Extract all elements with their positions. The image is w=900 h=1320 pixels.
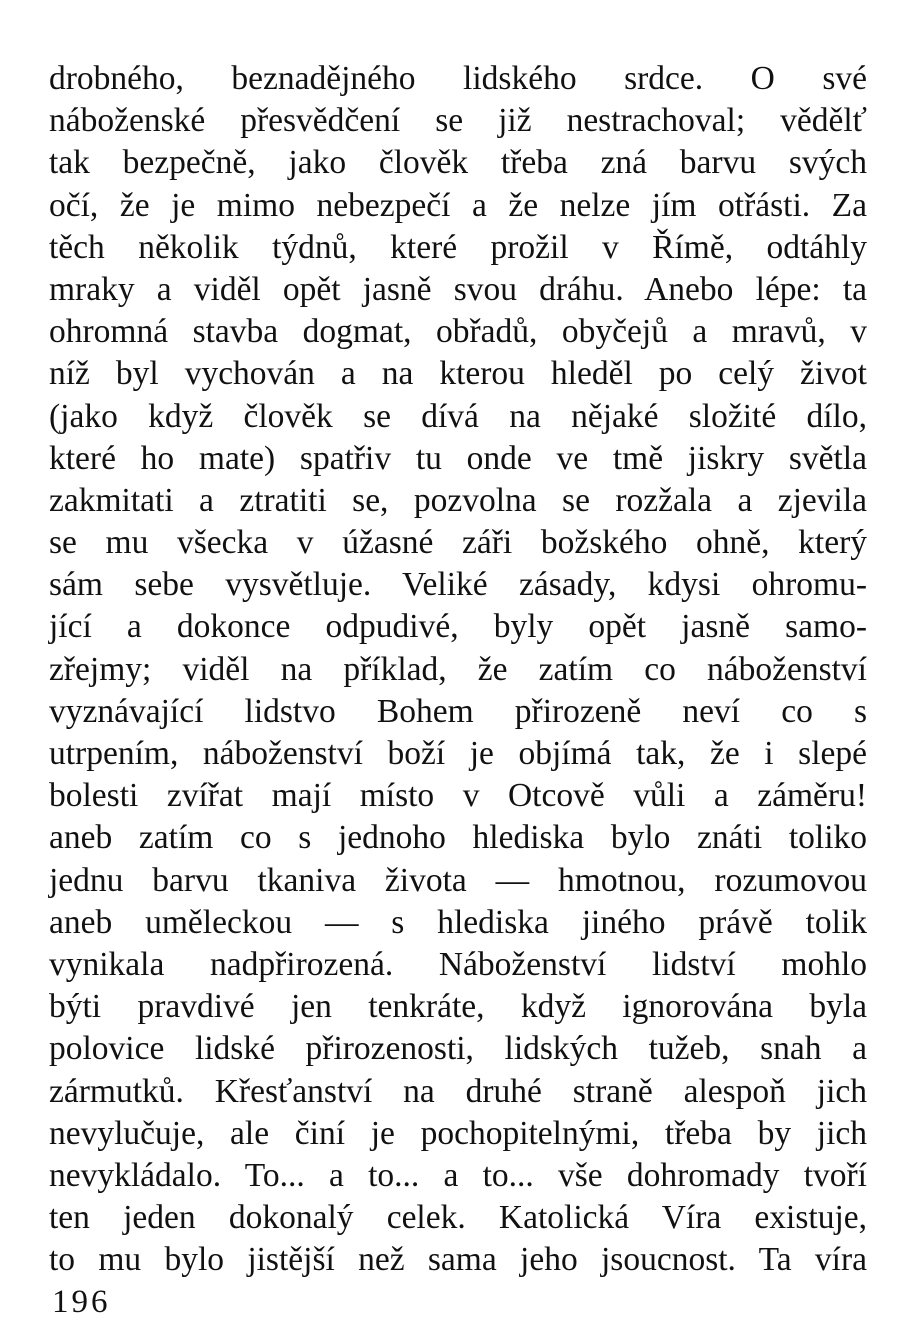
text-line: jednu barvu tkaniva života — hmotnou, rozumovou: [49, 861, 867, 899]
text-line: (jako když člověk se dívá na nějaké složité dílo,: [49, 397, 867, 435]
text-line: utrpením, náboženství boží je objímá tak, že i slepé: [49, 735, 867, 772]
body-text: [49, 58, 867, 1281]
text-line: drobného, beznadějného lidského srdce. O své: [49, 60, 867, 97]
text-line: zármutků. Křesťanství na druhé straně alespoň jich: [49, 1072, 867, 1110]
page-number: [52, 1284, 112, 1320]
text-line: jící a dokonce odpudivé, byly opět jasně samo-: [49, 608, 867, 646]
page-number-text: 196: [52, 1284, 111, 1320]
text-line: bolesti zvířat mají místo v Otcově vůli a záměru!: [49, 777, 867, 815]
text-line: aneb zatím co s jednoho hlediska bylo znáti toliko: [49, 819, 867, 857]
text-line: se mu všecka v úžasné záři božského ohně, který: [49, 524, 867, 562]
text-line: býti pravdivé jen tenkráte, když ignorována byla: [49, 988, 867, 1026]
text-line: zřejmy; viděl na příklad, že zatím co náboženství: [49, 650, 867, 688]
text-line: nevykládalo. To... a to... a to... vše dohromady tvoří: [49, 1156, 867, 1194]
text-line: které ho mate) spatřiv tu onde ve tmě jiskry světla: [49, 439, 867, 477]
text-line: to mu bylo jistější než sama jeho jsoucnost. Ta víra: [49, 1241, 867, 1279]
text-line: zakmitati a ztratiti se, pozvolna se rozžala a zjevila: [49, 481, 867, 519]
text-line: aneb uměleckou — s hlediska jiného právě tolik: [49, 903, 867, 941]
text-line: níž byl vychován a na kterou hleděl po celý život: [49, 355, 867, 393]
text-line: náboženské přesvědčení se již nestrachoval; vědělť: [49, 102, 867, 140]
text-line: mraky a viděl opět jasně svou dráhu. Anebo lépe: ta: [49, 270, 867, 308]
text-line: ten jeden dokonalý celek. Katolická Víra existuje,: [49, 1199, 867, 1237]
text-line: těch několik týdnů, které prožil v Římě, odtáhly: [49, 228, 867, 266]
text-line: očí, že je mimo nebezpečí a že nelze jím otřásti. Za: [49, 186, 867, 224]
text-line: polovice lidské přirozenosti, lidských tužeb, snah a: [49, 1030, 867, 1068]
text-line: sám sebe vysvětluje. Veliké zásady, kdysi ohromu-: [49, 566, 867, 604]
text-line: vyznávající lidstvo Bohem přirozeně neví co s: [49, 692, 867, 730]
text-line: vynikala nadpřirozená. Náboženství lidství mohlo: [49, 945, 867, 983]
text-line: tak bezpečně, jako člověk třeba zná barvu svých: [49, 144, 867, 182]
text-line: ohromná stavba dogmat, obřadů, obyčejů a mravů, v: [49, 313, 867, 351]
text-line: nevylučuje, ale činí je pochopitelnými, třeba by jich: [49, 1114, 867, 1152]
